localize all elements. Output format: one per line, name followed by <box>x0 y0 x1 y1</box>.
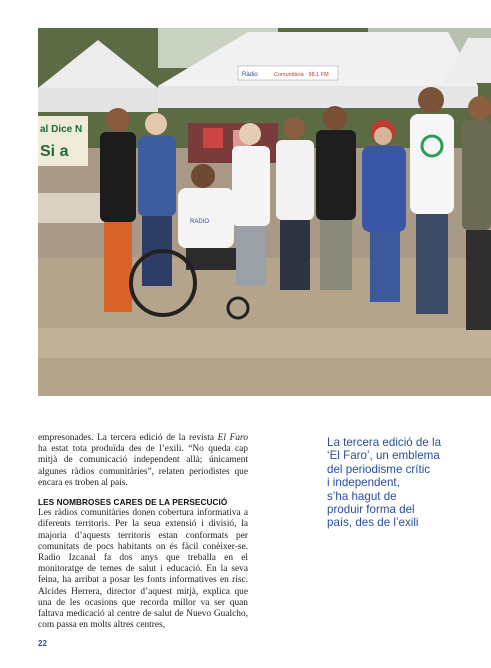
group-photo <box>38 28 491 396</box>
article-body: Les ràdios comunitàries donen cobertura informativa a diferents territoris. Per la seua extensió i divisió, la majoria d’aquests territoris estan conformats per comunitats de pocs habitants on és fàcil conèixer-se. Radio Izcanal fa dos anys que treballa en el monitoratge de temes de salut i educació. En la seva feina, ha arribat a posar les fonts informatives en risc. Alcides Herrera, director d’aquest mitjà, explica que una de les ocasions que recorda millor va ser quan faltava medicació al centre de salut de Nuevo Gualcho, com passa en molts altres centres, <box>38 508 248 631</box>
pull-quote <box>327 436 487 530</box>
banner-stand-text: Comunitària · 98.1 FM <box>274 72 329 78</box>
sign-left-text-2: Si a <box>40 143 69 160</box>
pull-quote-line: i independent, <box>327 476 400 490</box>
pull-quote-line: ‘El Faro’, un emblema <box>327 449 440 463</box>
pull-quote-line: La tercera edició de la <box>327 436 442 449</box>
magazine-title: El Faro <box>217 433 249 443</box>
page-number: 22 <box>38 639 47 648</box>
article-column <box>38 433 248 631</box>
sign-left-text: al Dice N <box>40 124 83 135</box>
intro-text-start: empresonades. La tercera edició de la revista <box>38 433 218 443</box>
article-intro <box>38 433 248 489</box>
section-subheading: LES NOMBROSES CARES DE LA PERSECUCIÓ <box>38 498 228 508</box>
pull-quote-line: produir forma del <box>327 503 415 517</box>
pull-quote-line: del periodisme crític <box>327 462 431 476</box>
shirt-badge-text: RADIO <box>190 219 210 225</box>
intro-text-end: ha estat tota produïda des de l’exili. “No queda cap mitjà de comunicació independent allà; únicament algunes ràdios comunitàries”, relaten periodistes que encara es troben al país. <box>38 444 248 488</box>
pull-quote-line: país, des de l’exili <box>327 516 419 530</box>
pull-quote-line: s’ha hagut de <box>327 489 397 503</box>
banner-left-text: Ràdio <box>242 72 258 78</box>
